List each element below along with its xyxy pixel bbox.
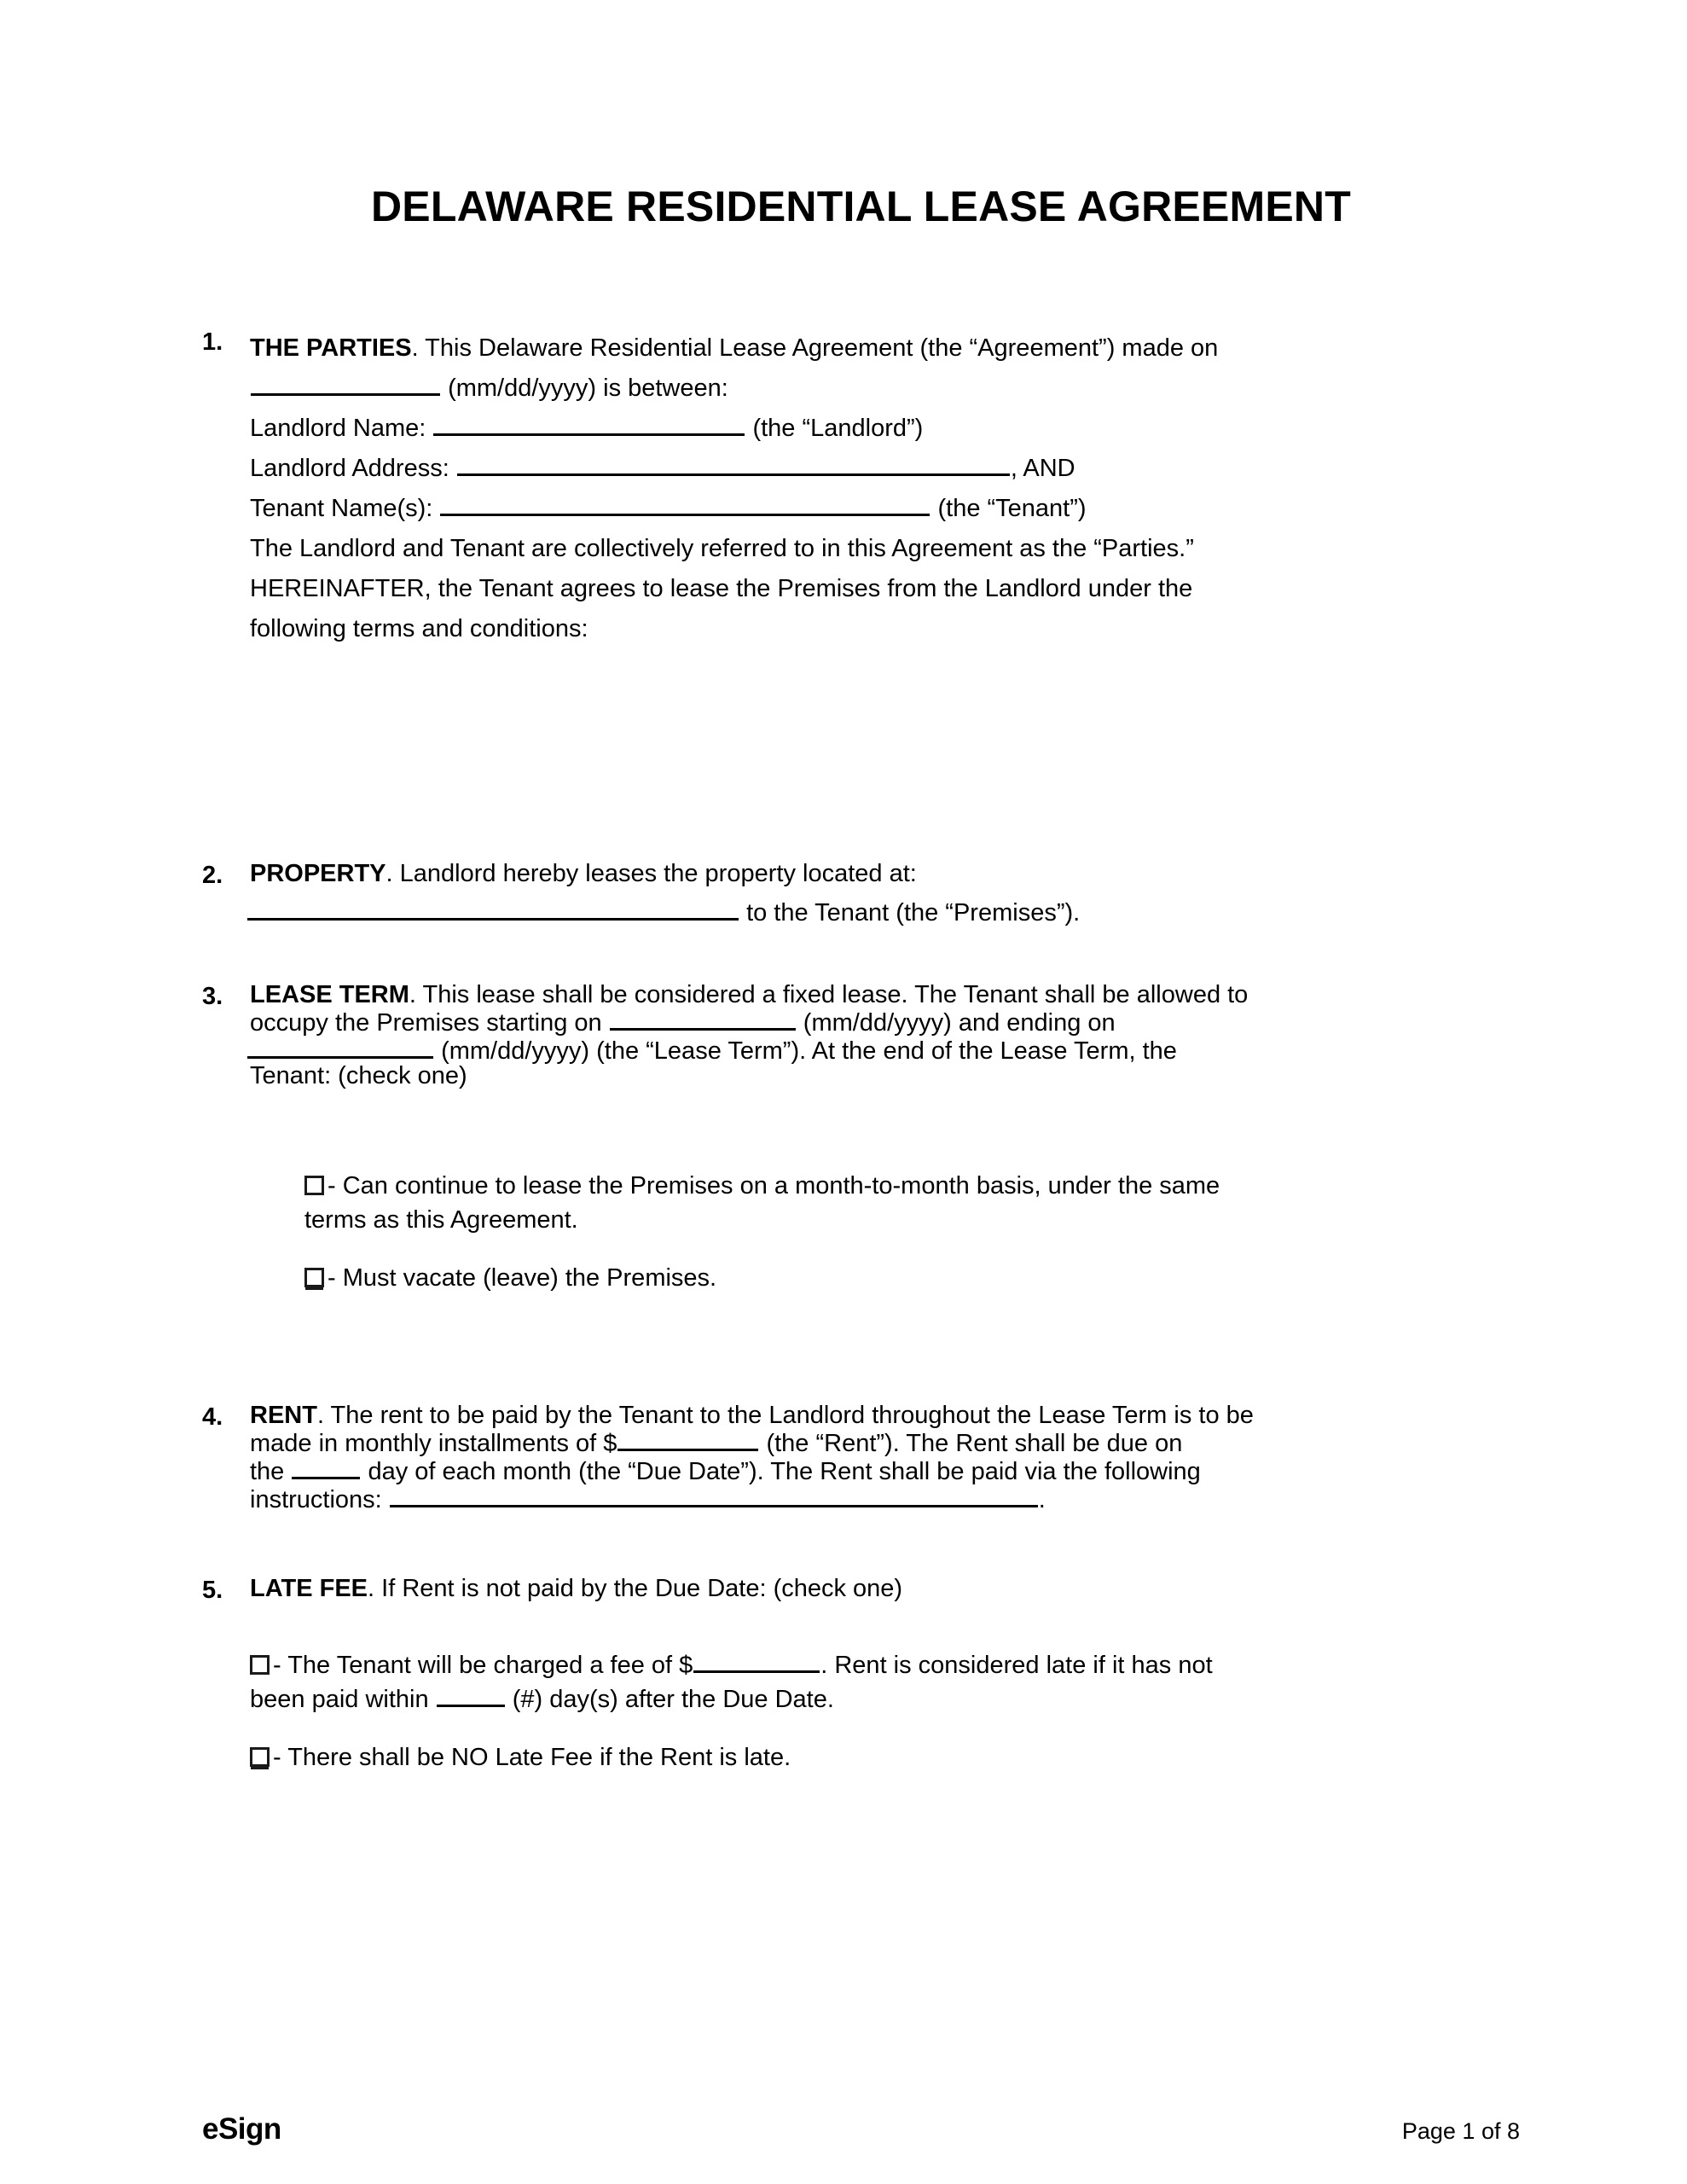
checkbox-icon-no-late-fee[interactable]: [250, 1747, 270, 1767]
late-fee-option-1-text-mid: . Rent is considered late if it has not: [820, 1652, 1213, 1679]
lease-start-date-input[interactable]: [610, 1008, 796, 1031]
checkbox-icon-month-to-month[interactable]: [304, 1176, 324, 1195]
parties-definition-line: The Landlord and Tenant are collectively referred to in this Agreement as the “Parties.”: [250, 535, 1194, 562]
rent-amount-input[interactable]: [617, 1428, 758, 1451]
section-heading-3: LEASE TERM: [250, 981, 409, 1008]
lease-term-intro-line: [250, 983, 1520, 1008]
landlord-address-suffix: , AND: [1010, 455, 1075, 482]
late-fee-option-1[interactable]: [250, 1648, 1520, 1716]
section-body-3: [250, 983, 1520, 1089]
agreement-date-suffix: (mm/dd/yyyy) is between:: [448, 375, 728, 402]
tenant-name-label: Tenant Name(s):: [250, 495, 433, 522]
section-lease-term: [202, 983, 1520, 1089]
checkbox-icon-must-vacate[interactable]: [304, 1268, 324, 1287]
lease-term-option-1[interactable]: [304, 1169, 1520, 1237]
late-fee-grace-label: been paid within: [250, 1686, 429, 1713]
page-title: DELAWARE RESIDENTIAL LEASE AGREEMENT: [371, 183, 1351, 230]
lease-term-lead-text: . This lease shall be considered a fixed lease. The Tenant shall be allowed to: [409, 981, 1249, 1008]
section-the-parties: [202, 328, 1520, 649]
lease-end-date-input[interactable]: [247, 1036, 433, 1059]
section-body-1: [250, 328, 1520, 649]
rent-instructions-suffix: .: [1038, 1486, 1046, 1513]
landlord-name-input[interactable]: [433, 413, 745, 436]
section-heading-1: THE PARTIES: [250, 334, 412, 362]
lease-term-check-prompt: Tenant: (check one): [250, 1062, 467, 1089]
lease-start-line: [250, 1008, 1520, 1036]
section-number-4: 4.: [202, 1403, 223, 1431]
landlord-address-label: Landlord Address:: [250, 455, 449, 482]
rent-amount-label: made in monthly installments of $: [250, 1430, 617, 1457]
landlord-name-suffix: (the “Landlord”): [752, 415, 924, 442]
page-number: Page 1 of 8: [1401, 2118, 1520, 2144]
section-property: [202, 860, 1520, 889]
property-address-row: [202, 897, 1520, 926]
lease-end-suffix: (mm/dd/yyyy) (the “Lease Term”). At the end of the Lease Term, the: [441, 1037, 1177, 1065]
late-fee-grace-days-input[interactable]: [437, 1684, 505, 1707]
section-late-fee: [202, 1575, 1520, 1604]
section-heading-5: LATE FEE: [250, 1575, 368, 1602]
section-number-1: 1.: [202, 328, 223, 356]
brand-logo: eSign: [202, 2112, 281, 2146]
checkbox-icon-late-fee-charged[interactable]: [250, 1655, 270, 1675]
landlord-address-input[interactable]: [457, 453, 1010, 476]
tenant-name-suffix: (the “Tenant”): [937, 495, 1087, 522]
rent-amount-suffix: (the “Rent”). The Rent shall be due on: [766, 1430, 1183, 1457]
rent-amount-line: [250, 1428, 1520, 1456]
late-fee-option-2-text: - There shall be NO Late Fee if the Rent is late.: [273, 1744, 791, 1771]
late-fee-grace-line: [250, 1682, 1520, 1716]
landlord-address-line: [250, 449, 1520, 489]
rent-due-day-label: the: [250, 1458, 285, 1485]
lease-term-option-1-text-cont: terms as this Agreement.: [304, 1206, 578, 1234]
hereinafter-line-2: following terms and conditions:: [250, 615, 588, 642]
tenant-name-line: [250, 489, 1520, 529]
page-footer: [202, 2112, 1520, 2146]
rent-due-day-suffix: day of each month (the “Due Date”). The Rent shall be paid via the following: [368, 1458, 1201, 1485]
late-fee-amount-input[interactable]: [693, 1650, 820, 1673]
rent-instructions-label: instructions:: [250, 1486, 382, 1513]
agreement-date-line: [250, 369, 1520, 409]
section-body-5: [250, 1577, 1520, 1601]
rent-due-day-input[interactable]: [292, 1456, 360, 1479]
section-number-5: 5.: [202, 1577, 223, 1604]
section-heading-4: RENT: [250, 1402, 317, 1429]
lease-term-options: [202, 1169, 1520, 1295]
tenant-name-input[interactable]: [440, 493, 930, 516]
rent-instructions-line: [250, 1484, 1520, 1513]
rent-due-day-line: [250, 1456, 1520, 1484]
property-address-input[interactable]: [247, 897, 739, 921]
rent-lead-text: . The rent to be paid by the Tenant to the Landlord throughout the Lease Term is to be: [316, 1402, 1254, 1429]
section-number-2: 2.: [202, 862, 223, 889]
rent-instructions-input[interactable]: [390, 1484, 1038, 1507]
section-body-2: [250, 862, 1520, 886]
landlord-name-line: [250, 409, 1520, 449]
lease-start-suffix: (mm/dd/yyyy) and ending on: [803, 1009, 1116, 1037]
late-fee-intro-line: [250, 1577, 1520, 1601]
lease-term-option-2-text: - Must vacate (leave) the Premises.: [328, 1264, 717, 1292]
late-fee-grace-suffix: (#) day(s) after the Due Date.: [512, 1686, 834, 1713]
late-fee-option-1-text-pre: - The Tenant will be charged a fee of $: [273, 1652, 693, 1679]
agreement-date-input[interactable]: [251, 373, 440, 396]
parties-intro-line: [250, 328, 1520, 369]
lease-term-option-1-text: - Can continue to lease the Premises on a month-to-month basis, under the same: [328, 1172, 1220, 1199]
section-body-4: [250, 1403, 1520, 1513]
late-fee-options: [202, 1648, 1520, 1774]
lease-start-label: occupy the Premises starting on: [250, 1009, 602, 1037]
landlord-name-label: Landlord Name:: [250, 415, 426, 442]
property-intro-line: [250, 862, 1520, 886]
lease-term-option-2[interactable]: [304, 1261, 1520, 1295]
rent-intro-line: [250, 1403, 1520, 1428]
premises-suffix: to the Tenant (the “Premises”).: [746, 899, 1081, 926]
parties-lead-text: . This Delaware Residential Lease Agreement (the “Agreement”) made on: [411, 334, 1219, 362]
section-heading-2: PROPERTY: [250, 860, 386, 887]
property-lead-text: . Landlord hereby leases the property located at:: [386, 860, 917, 887]
section-number-3: 3.: [202, 983, 223, 1010]
late-fee-option-2[interactable]: [250, 1740, 1520, 1774]
property-address-line: [250, 897, 1520, 926]
late-fee-lead-text: . If Rent is not paid by the Due Date: (check one): [368, 1575, 903, 1602]
section-rent: [202, 1403, 1520, 1513]
hereinafter-line-1: HEREINAFTER, the Tenant agrees to lease the Premises from the Landlord under the: [250, 575, 1193, 602]
lease-end-line: [250, 1036, 1520, 1064]
